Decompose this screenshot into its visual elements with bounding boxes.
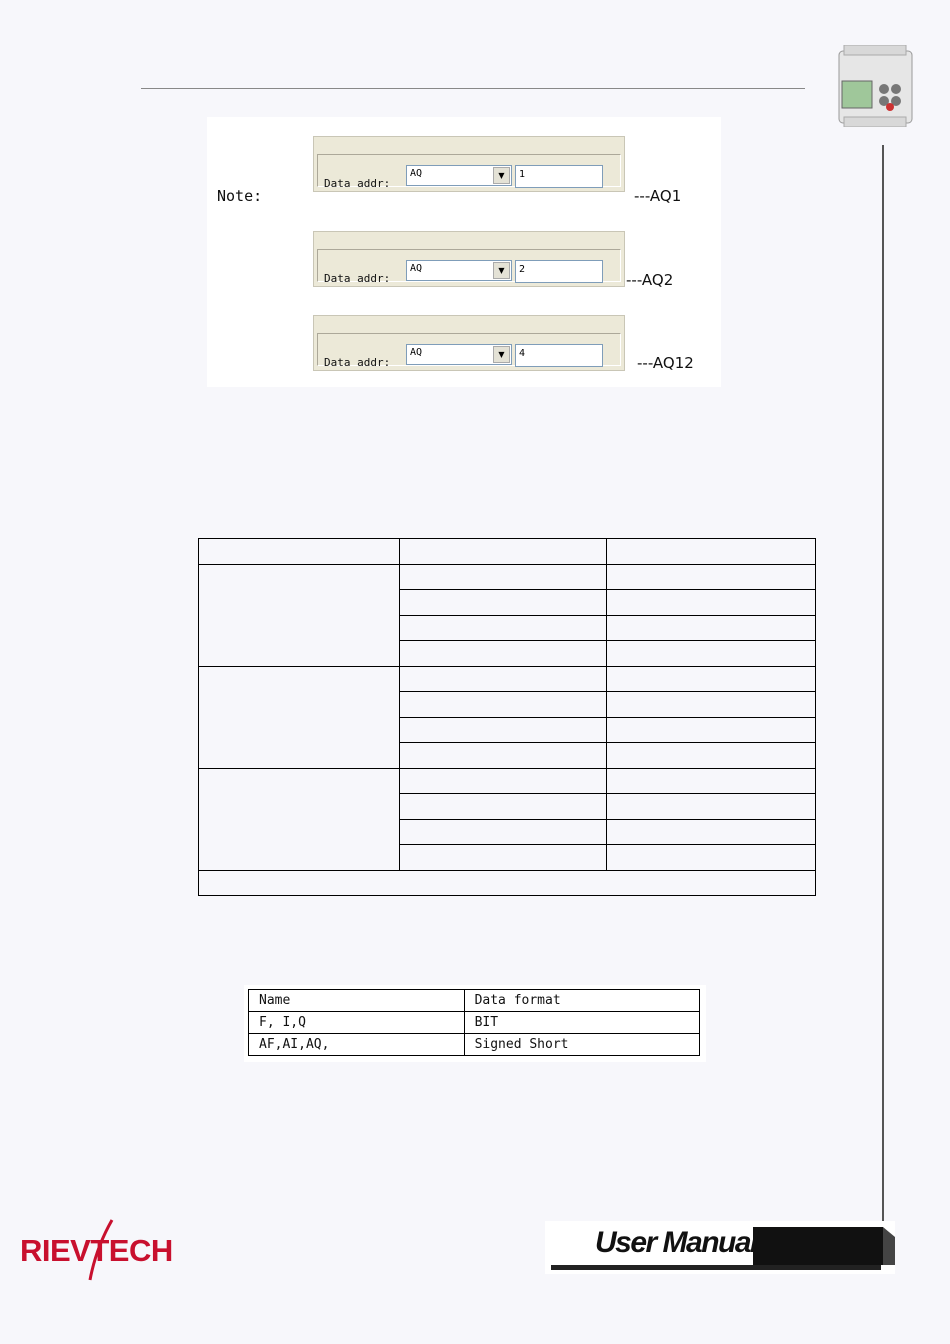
- plc-device-image: [838, 45, 913, 127]
- table-row: [249, 1034, 700, 1056]
- address-input[interactable]: 2: [515, 260, 603, 283]
- address-input[interactable]: 1: [515, 165, 603, 188]
- data-addr-panel-2: [313, 231, 625, 287]
- note-label: Note:: [217, 187, 263, 205]
- dropdown-arrow-icon[interactable]: ▼: [493, 262, 510, 279]
- address-tag: ---AQ1: [634, 187, 682, 205]
- table-row: [199, 870, 816, 896]
- data-addr-panel-3: [313, 315, 625, 371]
- data-format-table-image: [244, 985, 706, 1062]
- column-header: Name: [249, 990, 465, 1012]
- header-rule: [141, 88, 805, 89]
- rievtech-logo: [20, 1218, 195, 1283]
- data-format-table: [248, 989, 700, 1056]
- table-cell: F, I,Q: [249, 1012, 465, 1034]
- data-addr-label: Data addr:: [324, 356, 391, 369]
- table-row: [199, 768, 816, 794]
- data-address-screenshot: [207, 117, 721, 387]
- data-addr-label: Data addr:: [324, 272, 391, 285]
- user-manual-banner: [545, 1221, 895, 1274]
- logo-swoosh-icon: [82, 1218, 122, 1283]
- column-header: Data format: [464, 990, 699, 1012]
- dropdown-arrow-icon[interactable]: ▼: [493, 167, 510, 184]
- data-addr-label: Data addr:: [324, 177, 391, 190]
- register-table: [198, 538, 816, 896]
- table-row: [249, 1012, 700, 1034]
- manual-title: User Manual: [595, 1226, 757, 1259]
- address-input[interactable]: 4: [515, 344, 603, 367]
- table-row: [199, 666, 816, 692]
- data-addr-panel-1: [313, 136, 625, 192]
- logo-text: RIEVTECH: [20, 1233, 173, 1268]
- table-header-row: [249, 990, 700, 1012]
- area-select[interactable]: AQ ▼: [406, 344, 512, 365]
- table-cell: BIT: [464, 1012, 699, 1034]
- area-select[interactable]: AQ ▼: [406, 165, 512, 186]
- dropdown-arrow-icon[interactable]: ▼: [493, 346, 510, 363]
- address-tag: ---AQ12: [637, 354, 694, 372]
- table-cell: Signed Short: [464, 1034, 699, 1056]
- area-select[interactable]: AQ ▼: [406, 260, 512, 281]
- table-row: [199, 564, 816, 590]
- table-row: [199, 539, 816, 565]
- table-cell: AF,AI,AQ,: [249, 1034, 465, 1056]
- address-tag: ---AQ2: [626, 271, 674, 289]
- margin-rule: [882, 145, 884, 1227]
